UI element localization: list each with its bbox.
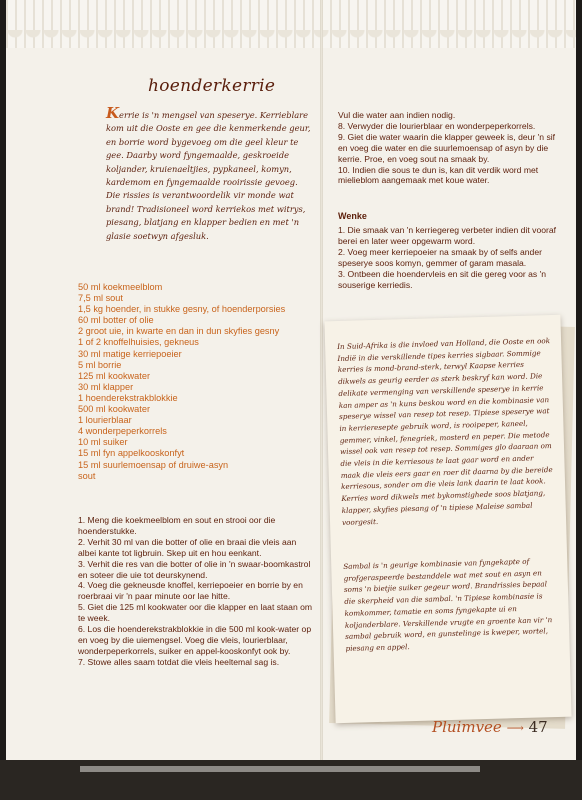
method-step: 9. Giet die water waarin die klapper geweek is, deur 'n sif en voeg die water en die suurlemoensap of asyn by die kerrie. Proe, en voeg sout na smaak by. [338, 131, 556, 164]
arrow-icon: ⟶ [506, 721, 524, 735]
ingredient-item: 1 of 2 knoffelhuisies, gekneus [78, 337, 199, 348]
ingredient-item: 125 ml kookwater [78, 370, 151, 381]
method-step: Vul die water aan indien nodig. [338, 110, 456, 120]
method-step: 5. Giet die 125 ml kookwater oor die klapper en laat staan om te week. [78, 602, 313, 624]
book-page [6, 0, 576, 760]
lace-scallop-edge [6, 30, 576, 52]
tip-item: 3. Ontbeen die hoendervleis en sit die gereg voor as 'n souserige kerriedis. [338, 268, 547, 290]
note-paragraph: In Suid-Afrika is die invloed van Holland, die Ooste en ook Indië in die verskillende tipes kerries sigbaar. Sommige kerries is mond-brand-sterk, terwyl Kaapse kerries dikwels as geurig eerder as sterk beskryf kan word. Die delikate vermenging van verskillende speserye in kerrie kan amper as 'n kuns beskou word en die kombinasie van speserye wissel van resep tot resep. Tipiese speserye wat in kerrieresepte gebruik word, is rooipeper, kaneel, gemmer, vinkel, fenegriek, mosterd en peper. Die metode wissel ook van resep tot resep. Sommiges glo daaraan om die vleis in die kerriesous te laat gaar word en ander maak die vleis eers gaar en roer dit daarna by die bereide kerriesous, sonder om die vleis lank daarin te laat kook. Kerries word dikwels met bykomstighede soos blatjang, klapper, skyfies piesang of 'n tipiese Maleise sambal voorgesit. [337, 336, 553, 527]
ingredient-item: 30 ml klapper [78, 381, 134, 392]
ingredient-item: 15 ml fyn appelkooskonfyt [78, 448, 185, 459]
ingredient-list [78, 282, 318, 482]
ingredient-item: 10 ml suiker [78, 437, 128, 448]
tip-item: 1. Die smaak van 'n kerriegereg verbeter indien dit vooraf berei en later weer opgewarm word. [338, 225, 557, 246]
tips-list [338, 225, 560, 290]
ingredient-item: 7,5 ml sout [78, 293, 123, 304]
method-step: 4. Voeg die gekneusde knoffel, kerriepoeier en borrie by en roerbraai vir 'n paar minute oor lae hitte. [78, 580, 303, 602]
ingredient-item: 2 groot uie, in kwarte en dan in dun skyfies gesny [78, 326, 280, 337]
method-steps-continued [338, 110, 560, 186]
ingredient-item: 30 ml matige kerriepoeier [78, 348, 182, 359]
intro-text: errie is 'n mengsel van speserye. Kerrieblare kom uit die Ooste en gee die kenmerkende geur, en borrie word bygevoeg om die geel kleur te gee. Daarby word fyngemaalde, geskroeide koljander, kruienaeltjies, pypkaneel, komyn, kardemom en fyngemaalde rooirissie gevoeg. Die rissies is verantwoordelik vir monde wat brand! Tradisioneel word kerriekos met witrys, piesang, blatjang en klapper bedien en met 'n glasie soetwyn afgesluk. [106, 110, 311, 241]
ingredient-item: 1 hoenderekstrakblokkie [78, 392, 178, 403]
tip-item: 2. Voeg meer kerriepoeier na smaak by of selfs ander speserye soos komyn, gemmer of garam masala. [338, 246, 542, 268]
page-number: 47 [528, 718, 548, 736]
recipe-title: hoenderkerrie [148, 76, 276, 96]
method-step: 1. Meng die koekmeelblom en sout en strooi oor die hoenderstukke. [78, 515, 276, 536]
method-step: 8. Verwyder die lourierblaar en wonderpeperkorrels. [338, 120, 536, 131]
page-footer [432, 718, 548, 736]
ingredient-item: 15 ml suurlemoensap of druiwe-asyn [78, 459, 229, 470]
method-step: 7. Stowe alles saam totdat die vleis heeltemal sag is. [78, 656, 280, 667]
ingredient-item: 1 lourierblaar [78, 415, 132, 426]
intro-dropcap: K [106, 104, 120, 122]
book-gutter [320, 0, 323, 760]
method-step: 10. Indien die sous te dun is, kan dit verdik word met mielieblom aangemaak met koue water. [338, 164, 539, 186]
method-step: 3. Verhit die res van die botter of olie in 'n swaar-boomkastrol en soteer die uie tot deurskynend. [78, 558, 311, 580]
ingredient-item: sout [78, 470, 96, 481]
ingredient-item: 50 ml koekmeelblom [78, 282, 163, 292]
ingredient-item: 500 ml kookwater [78, 404, 151, 415]
method-step: 2. Verhit 30 ml van die botter of olie en braai die vleis aan albei kante tot ligbruin. Skep uit en hou eenkant. [78, 536, 297, 558]
section-name: Pluimvee [432, 718, 502, 736]
ingredient-item: 4 wonderpeperkorrels [78, 426, 167, 437]
ingredient-item: 1,5 kg hoender, in stukke gesny, of hoenderporsies [78, 304, 286, 315]
method-steps [78, 515, 316, 668]
note-paragraph: Sambal is 'n geurige kombinasie van fyngekapte of grofgeraspeerde bestanddele wat met sout en asyn en soms 'n bietjie suiker gegeur word. Brandrissies bepaal die skerpheid van die sambal. 'n Tipiese kombinasie is komkommer, tamatie en soms fyngekapte ui en koljanderblare. Verskillende vrugte en groente kan vir 'n sambal gebruik word, en gunstelinge is kweper, wortel, piesang en appel. [343, 556, 553, 653]
ingredient-item: 60 ml botter of olie [78, 315, 154, 326]
recipe-intro [106, 104, 314, 243]
tips-heading: Wenke [338, 211, 367, 221]
ingredient-item: 5 ml borrie [78, 359, 122, 370]
note-card [324, 315, 571, 723]
scan-edge [80, 766, 480, 772]
method-step: 6. Los die hoenderekstrakblokkie in die 500 ml kook-water op en voeg by die uiemengsel. Voeg die vleis, lourierblaar, wonderpeperkorrels, suiker en appel-kooskonfyt ook by. [78, 624, 312, 656]
